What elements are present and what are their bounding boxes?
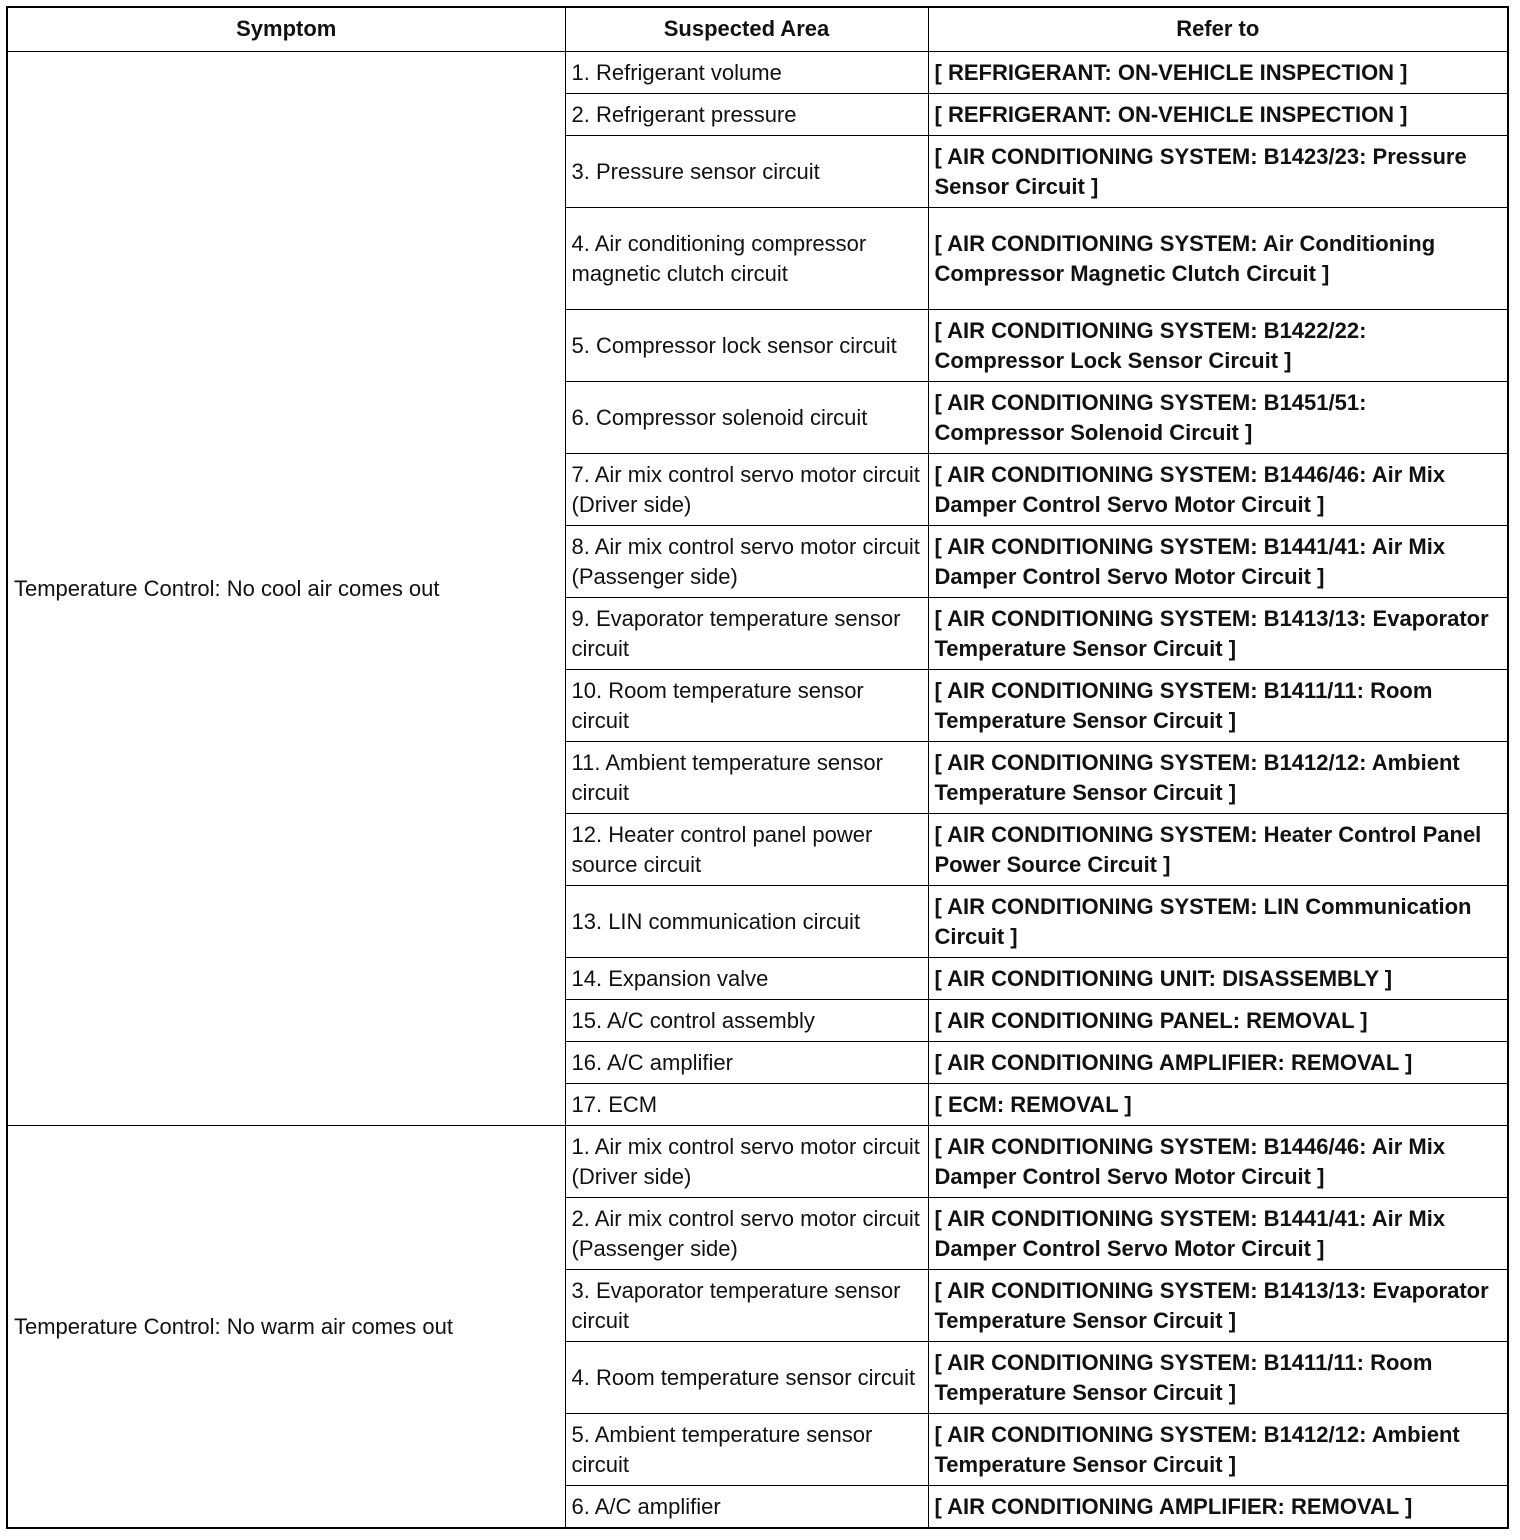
suspected-area-cell: 12. Heater control panel power source circuit	[565, 813, 928, 885]
suspected-area-cell: 11. Ambient temperature sensor circuit	[565, 741, 928, 813]
suspected-area-cell: 17. ECM	[565, 1083, 928, 1125]
suspected-area-cell: 2. Air mix control servo motor circuit (Passenger side)	[565, 1197, 928, 1269]
refer-to-cell: [ AIR CONDITIONING SYSTEM: B1422/22: Compressor Lock Sensor Circuit ]	[928, 309, 1508, 381]
suspected-area-cell: 1. Refrigerant volume	[565, 51, 928, 93]
refer-to-cell: [ REFRIGERANT: ON-VEHICLE INSPECTION ]	[928, 51, 1508, 93]
refer-to-cell: [ REFRIGERANT: ON-VEHICLE INSPECTION ]	[928, 93, 1508, 135]
suspected-area-cell: 13. LIN communication circuit	[565, 885, 928, 957]
refer-to-cell: [ AIR CONDITIONING SYSTEM: B1412/12: Ambient Temperature Sensor Circuit ]	[928, 1413, 1508, 1485]
suspected-area-cell: 6. Compressor solenoid circuit	[565, 381, 928, 453]
suspected-area-cell: 6. A/C amplifier	[565, 1485, 928, 1528]
header-row	[7, 7, 1508, 51]
suspected-area-cell: 16. A/C amplifier	[565, 1041, 928, 1083]
refer-to-cell: [ AIR CONDITIONING SYSTEM: B1451/51: Compressor Solenoid Circuit ]	[928, 381, 1508, 453]
suspected-area-cell: 5. Ambient temperature sensor circuit	[565, 1413, 928, 1485]
refer-to-cell: [ ECM: REMOVAL ]	[928, 1083, 1508, 1125]
table-body	[7, 51, 1508, 1528]
refer-to-cell: [ AIR CONDITIONING PANEL: REMOVAL ]	[928, 999, 1508, 1041]
refer-to-cell: [ AIR CONDITIONING SYSTEM: LIN Communication Circuit ]	[928, 885, 1508, 957]
table-row	[7, 51, 1508, 93]
header-refer-to: Refer to	[928, 7, 1508, 51]
diagnosis-table	[6, 6, 1509, 1529]
header-suspected-area: Suspected Area	[565, 7, 928, 51]
refer-to-cell: [ AIR CONDITIONING UNIT: DISASSEMBLY ]	[928, 957, 1508, 999]
refer-to-cell: [ AIR CONDITIONING SYSTEM: B1423/23: Pressure Sensor Circuit ]	[928, 135, 1508, 207]
suspected-area-cell: 8. Air mix control servo motor circuit (Passenger side)	[565, 525, 928, 597]
suspected-area-cell: 3. Evaporator temperature sensor circuit	[565, 1269, 928, 1341]
refer-to-cell: [ AIR CONDITIONING SYSTEM: B1413/13: Evaporator Temperature Sensor Circuit ]	[928, 1269, 1508, 1341]
refer-to-cell: [ AIR CONDITIONING SYSTEM: B1412/12: Ambient Temperature Sensor Circuit ]	[928, 741, 1508, 813]
suspected-area-cell: 15. A/C control assembly	[565, 999, 928, 1041]
suspected-area-cell: 9. Evaporator temperature sensor circuit	[565, 597, 928, 669]
table-row	[7, 1125, 1508, 1197]
refer-to-cell: [ AIR CONDITIONING SYSTEM: B1446/46: Air Mix Damper Control Servo Motor Circuit ]	[928, 1125, 1508, 1197]
refer-to-cell: [ AIR CONDITIONING SYSTEM: Air Conditioning Compressor Magnetic Clutch Circuit ]	[928, 207, 1508, 309]
header-symptom: Symptom	[7, 7, 565, 51]
refer-to-cell: [ AIR CONDITIONING AMPLIFIER: REMOVAL ]	[928, 1041, 1508, 1083]
refer-to-cell: [ AIR CONDITIONING SYSTEM: B1411/11: Room Temperature Sensor Circuit ]	[928, 669, 1508, 741]
refer-to-cell: [ AIR CONDITIONING AMPLIFIER: REMOVAL ]	[928, 1485, 1508, 1528]
suspected-area-cell: 2. Refrigerant pressure	[565, 93, 928, 135]
refer-to-cell: [ AIR CONDITIONING SYSTEM: B1446/46: Air Mix Damper Control Servo Motor Circuit ]	[928, 453, 1508, 525]
suspected-area-cell: 14. Expansion valve	[565, 957, 928, 999]
suspected-area-cell: 10. Room temperature sensor circuit	[565, 669, 928, 741]
refer-to-cell: [ AIR CONDITIONING SYSTEM: Heater Control Panel Power Source Circuit ]	[928, 813, 1508, 885]
suspected-area-cell: 3. Pressure sensor circuit	[565, 135, 928, 207]
suspected-area-cell: 5. Compressor lock sensor circuit	[565, 309, 928, 381]
suspected-area-cell: 4. Air conditioning compressor magnetic clutch circuit	[565, 207, 928, 309]
refer-to-cell: [ AIR CONDITIONING SYSTEM: B1441/41: Air Mix Damper Control Servo Motor Circuit ]	[928, 525, 1508, 597]
symptom-cell: Temperature Control: No cool air comes out	[7, 51, 565, 1125]
suspected-area-cell: 1. Air mix control servo motor circuit (Driver side)	[565, 1125, 928, 1197]
symptom-cell: Temperature Control: No warm air comes out	[7, 1125, 565, 1528]
suspected-area-cell: 7. Air mix control servo motor circuit (Driver side)	[565, 453, 928, 525]
refer-to-cell: [ AIR CONDITIONING SYSTEM: B1411/11: Room Temperature Sensor Circuit ]	[928, 1341, 1508, 1413]
suspected-area-cell: 4. Room temperature sensor circuit	[565, 1341, 928, 1413]
refer-to-cell: [ AIR CONDITIONING SYSTEM: B1413/13: Evaporator Temperature Sensor Circuit ]	[928, 597, 1508, 669]
refer-to-cell: [ AIR CONDITIONING SYSTEM: B1441/41: Air Mix Damper Control Servo Motor Circuit ]	[928, 1197, 1508, 1269]
